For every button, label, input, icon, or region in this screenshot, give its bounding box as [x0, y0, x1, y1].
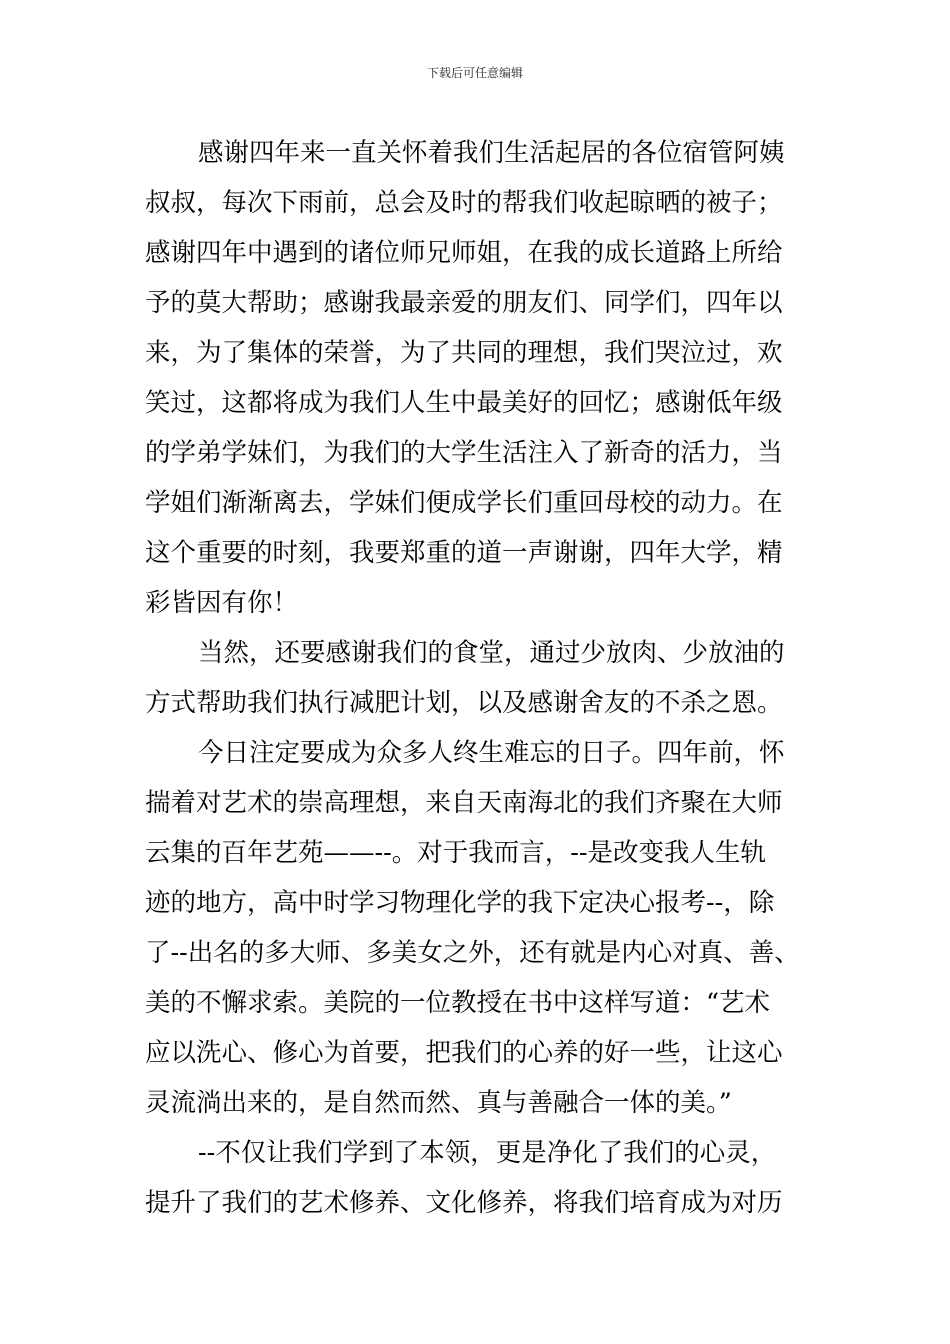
- paragraph-line: 这个重要的时刻，我要郑重的道一声谢谢，四年大学，精: [145, 538, 783, 568]
- paragraph-line: 予的莫大帮助；感谢我最亲爱的朋友们、同学们，四年以: [145, 288, 783, 318]
- document-body: [145, 128, 805, 1228]
- paragraph-line: 迹的地方，高中时学习物理化学的我下定决心报考--，除: [145, 888, 775, 918]
- paragraph-line: 云集的百年艺苑——--。对于我而言，--是改变我人生轨: [145, 838, 766, 868]
- paragraph-line: 当然，还要感谢我们的食堂，通过少放肉、少放油的: [198, 638, 785, 668]
- paragraph-line: 揣着对艺术的崇高理想，来自天南海北的我们齐聚在大师: [145, 788, 783, 818]
- paragraph-line: 今日注定要成为众多人终生难忘的日子。四年前，怀: [198, 738, 785, 768]
- paragraph-line: 应以洗心、修心为首要，把我们的心养的好一些，让这心: [145, 1038, 783, 1068]
- paragraph-line: --不仅让我们学到了本领，更是净化了我们的心灵，: [198, 1138, 777, 1168]
- paragraph-line: 了--出名的多大师、多美女之外，还有就是内心对真、善、: [145, 938, 800, 968]
- paragraph-line: 感谢四年中遇到的诸位师兄师姐，在我的成长道路上所给: [145, 238, 783, 268]
- paragraph-cafeteria: [145, 628, 805, 728]
- paragraph-line: 美的不懈求索。美院的一位教授在书中这样写道：“艺术: [145, 988, 771, 1018]
- paragraph-line: 学姐们渐渐离去，学妹们便成学长们重回母校的动力。在: [145, 488, 783, 518]
- paragraph-line: 灵流淌出来的，是自然而然、真与善融合一体的美。”: [145, 1088, 732, 1118]
- paragraph-today: [145, 728, 805, 1128]
- paragraph-line: 笑过，这都将成为我们人生中最美好的回忆；感谢低年级: [145, 388, 783, 418]
- paragraph-line: 的学弟学妹们，为我们的大学生活注入了新奇的活力，当: [145, 438, 783, 468]
- paragraph-line: 感谢四年来一直关怀着我们生活起居的各位宿管阿姨: [198, 138, 785, 168]
- paragraph-line: 叔叔，每次下雨前，总会及时的帮我们收起晾晒的被子；: [145, 188, 783, 218]
- page-header: 下载后可任意编辑: [426, 66, 523, 80]
- paragraph-line: 提升了我们的艺术修养、文化修养，将我们培育成为对历: [145, 1188, 783, 1218]
- paragraph-line: 彩皆因有你！: [145, 588, 299, 618]
- paragraph-school: [145, 1128, 805, 1228]
- paragraph-thanks: [145, 128, 805, 628]
- paragraph-line: 来，为了集体的荣誉，为了共同的理想，我们哭泣过，欢: [145, 338, 783, 368]
- paragraph-line: 方式帮助我们执行减肥计划，以及感谢舍友的不杀之恩。: [145, 688, 783, 718]
